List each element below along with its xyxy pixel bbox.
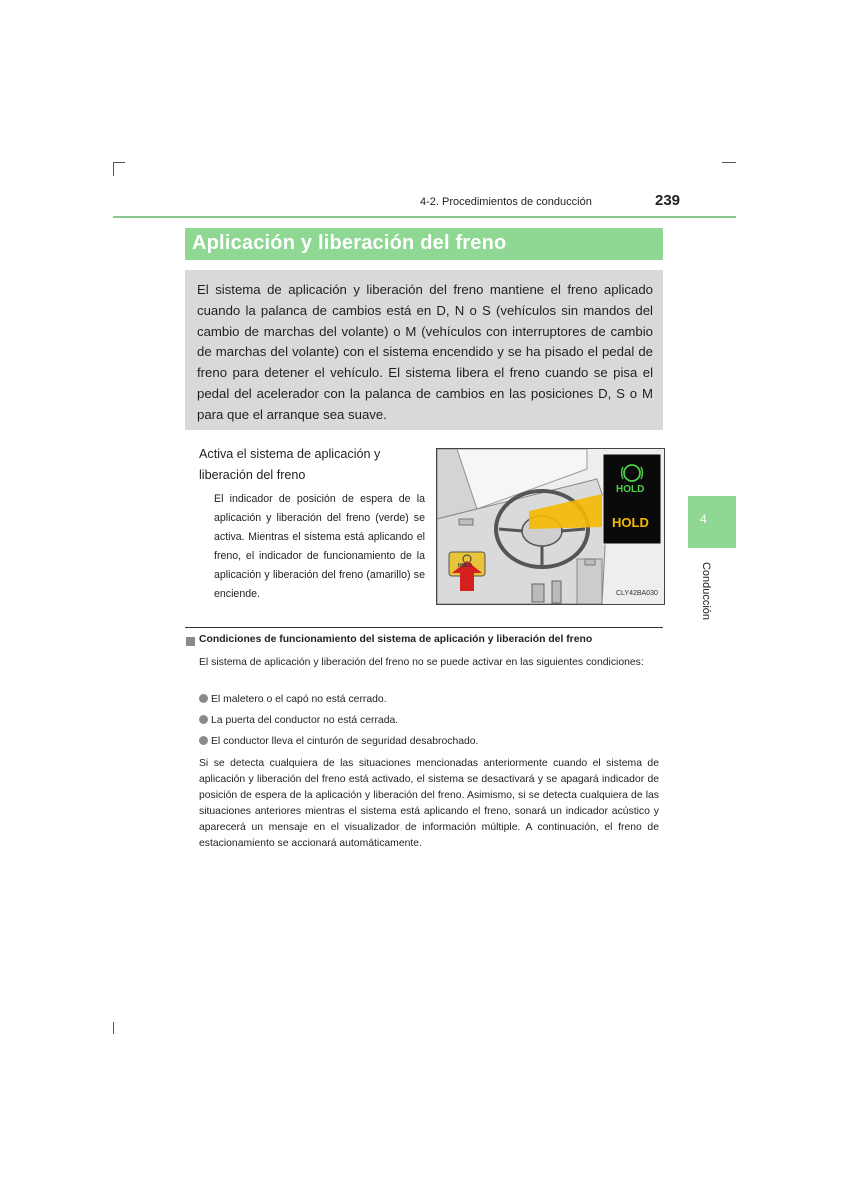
header-divider xyxy=(113,216,736,218)
list-item xyxy=(199,715,398,726)
hold-button-label: HOLD xyxy=(458,563,473,569)
conditions-paragraph: Si se detecta cualquiera de las situaciones mencionadas anteriormente cuando el sistema de aplicación y liberación del freno está activado, el sistema se desactivará y se apagará indicador de posición de espera de la aplicación y liberación del freno. Asimismo, si se detecta cualquiera de las situaciones anteriores mientras el sistema está aplicando el freno, sonará un indicador acústico y aparecerá un mensaje en el visualizador de información múltiple. A continuación, el freno de estacionamiento se accionará automáticamente. xyxy=(199,758,659,849)
chapter-tab xyxy=(688,496,736,548)
list-item-text: El maletero o el capó no está cerrado. xyxy=(211,694,387,705)
dashboard-illustration xyxy=(436,448,665,605)
list-item-text: La puerta del conductor no está cerrada. xyxy=(211,715,399,726)
conditions-intro: El sistema de aplicación y liberación del freno no se puede activar en las siguientes condiciones: xyxy=(199,657,644,668)
hold-indicator-green: HOLD xyxy=(616,484,645,495)
illustration-code: CLY42BA030 xyxy=(616,590,658,597)
page-title: Aplicación y liberación del freno xyxy=(192,232,507,254)
list-item xyxy=(199,736,478,747)
conditions-heading: Condiciones de funcionamiento del sistema de aplicación y liberación del freno xyxy=(199,634,593,645)
crop-mark xyxy=(722,162,736,163)
square-bullet-icon xyxy=(186,637,195,646)
section-label: 4-2. Procedimientos de conducción xyxy=(420,196,592,208)
item-title: Activa el sistema de aplicación y liberación del freno xyxy=(199,447,381,482)
circle-bullet-icon xyxy=(199,736,208,745)
crop-mark xyxy=(113,162,125,163)
chapter-name: Conducción xyxy=(700,561,712,621)
intro-box xyxy=(185,270,663,430)
circle-bullet-icon xyxy=(199,715,208,724)
hold-indicator-yellow: HOLD xyxy=(612,515,649,530)
list-item xyxy=(199,694,387,705)
circle-bullet-icon xyxy=(199,694,208,703)
intro-text: El sistema de aplicación y liberación del freno mantiene el freno aplicado cuando la palanca de cambios está en D, N o S (vehículos sin mandos del cambio de marchas del volante) o M (vehículos con interruptores de cambio de marchas del volante) con el sistema encendido y se ha pisado el pedal de freno para detener el vehículo. El sistema libera el freno cuando se pisa el pedal del acelerador con la palanca de cambios en las posiciones D, S o M para que el arranque sea suave. xyxy=(197,282,653,422)
page-number: 239 xyxy=(655,192,681,209)
chapter-number: 4 xyxy=(700,512,707,526)
list-item-text: El conductor lleva el cinturón de seguridad desabrochado. xyxy=(211,736,479,747)
section-divider xyxy=(185,627,663,628)
item-description: El indicador de posición de espera de la aplicación y liberación del freno (verde) se activa. Mientras el sistema está aplicando el freno, el indicador de funcionamiento de la aplicación y liberación del freno (amarillo) se enciende. xyxy=(214,493,425,600)
crop-mark xyxy=(113,1022,114,1034)
crop-mark xyxy=(113,162,114,176)
